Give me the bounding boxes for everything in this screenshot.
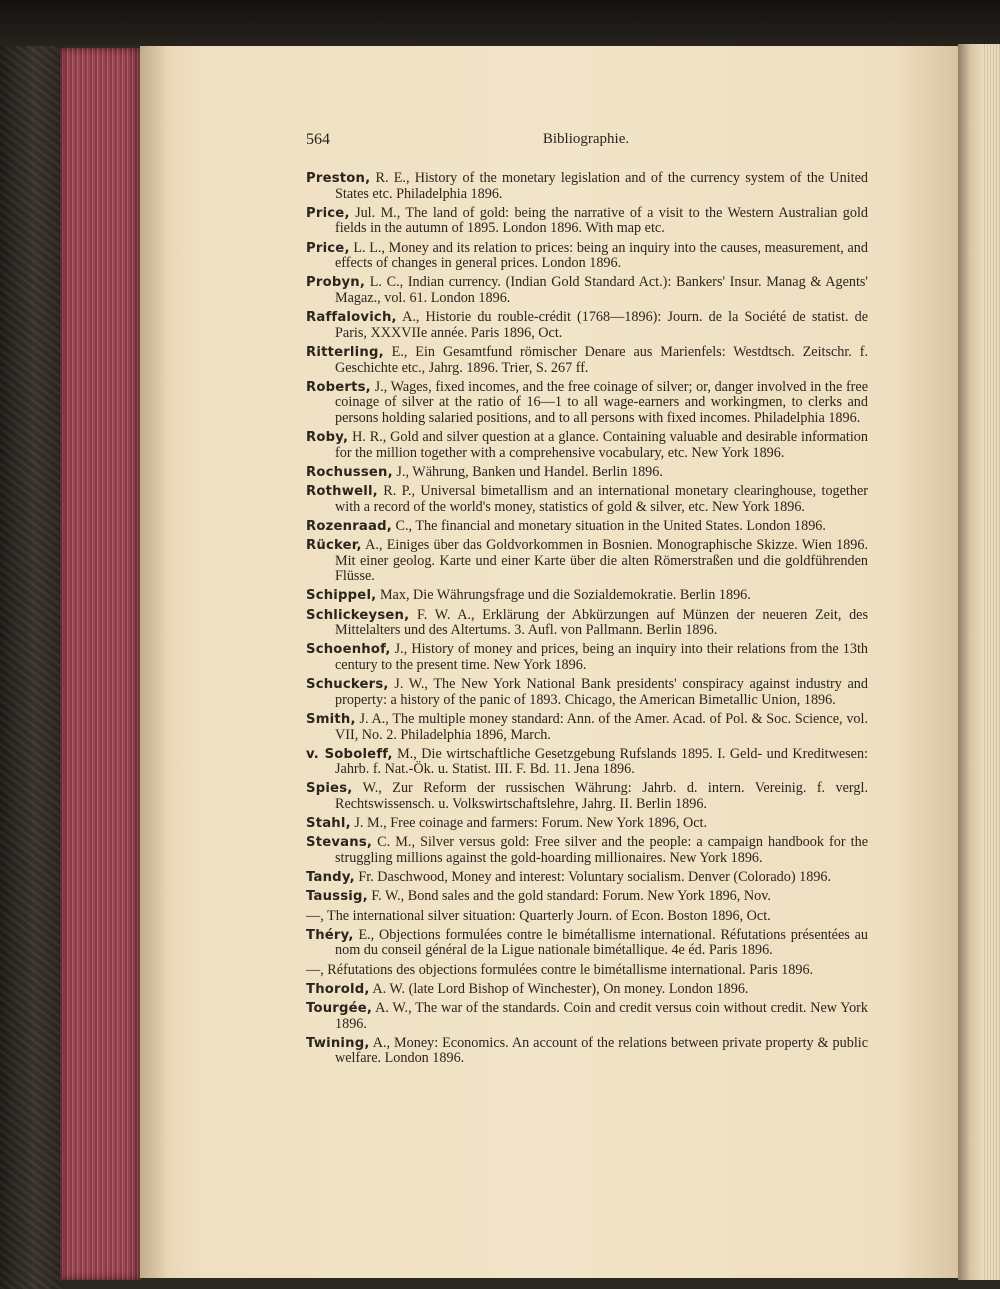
entry-author: v. Soboleff,	[306, 746, 393, 762]
entry-author: Roby,	[306, 430, 349, 446]
bibliography-list	[306, 171, 868, 1071]
entry-author: Rozenraad,	[306, 518, 392, 534]
bibliography-entry	[306, 345, 868, 376]
entry-text: J. W., The New York National Bank presidents' conspiracy against industry and property: a history of the panic of 1893. Chicago, the American Bimetallic Union, 1896.	[335, 676, 868, 708]
entry-author: Smith,	[306, 711, 356, 727]
bibliography-entry	[306, 519, 868, 535]
bibliography-entry	[306, 982, 868, 998]
bibliography-entry	[306, 870, 868, 886]
bibliography-entry	[306, 206, 868, 237]
bibliography-entry	[306, 310, 868, 341]
bibliography-entry	[306, 171, 868, 202]
page-edges	[60, 48, 142, 1280]
bibliography-entry	[306, 275, 868, 306]
entry-text: F. W. A., Erklärung der Abkürzungen auf Münzen der neueren Zeit, des Mittelalters und des Altertums. 3. Aufl. von Pallmann. Berlin 1896.	[335, 606, 868, 639]
bibliography-entry	[306, 1036, 868, 1067]
bibliography-entry	[306, 1001, 868, 1032]
bibliography-entry	[306, 677, 868, 708]
bibliography-entry	[306, 889, 868, 905]
entry-text: J. M., Free coinage and farmers: Forum. New York 1896, Oct.	[350, 815, 708, 832]
bibliography-entry	[306, 747, 868, 778]
running-head: Bibliographie.	[542, 131, 630, 147]
facing-page-stack	[984, 44, 1000, 1280]
entry-author: Spies,	[306, 781, 353, 797]
entry-text: R. P., Universal bimetallism and an international monetary clearinghouse, together with a record of the world's money, statistics of gold & silver, etc. New York 1896.	[335, 483, 868, 515]
bibliography-entry	[306, 538, 868, 585]
entry-author: Stevans,	[306, 835, 373, 851]
entry-text: M., Die wirtschaftliche Gesetzgebung Rufslands 1895. I. Geld- und Kreditwesen: Jahrb. f. Nat.-Ök. u. Statist. III. F. Bd. 11. Jena 1896.	[335, 745, 868, 778]
entry-text: E., Objections formulées contre le bimétallisme international. Réfutations présentées au nom du conseil général de la Ligue nationale bimétallique. 4e éd. Paris 1896.	[335, 926, 868, 959]
entry-text: J., Wages, fixed incomes, and the free coinage of silver; or, danger involved in the free coinage of silver at the ratio of 16—1 to all wage-earners and workingmen, to clerks and persons holding salaried positions, and to all persons with fixed incomes. Philadelphia 1896.	[335, 378, 868, 426]
bibliography-entry	[306, 909, 868, 925]
bibliography-entry	[306, 380, 868, 427]
bibliography-entry	[306, 484, 868, 515]
bibliography-entry	[306, 588, 868, 604]
entry-text: A. W., The war of the standards. Coin and credit versus coin without credit. New York 1896.	[335, 999, 868, 1032]
entry-author: Rothwell,	[306, 484, 378, 500]
entry-author: Rochussen,	[306, 464, 393, 480]
bibliography-entry	[306, 608, 868, 639]
bibliography-entry	[306, 963, 868, 979]
bibliography-entry	[306, 241, 868, 272]
entry-text: Fr. Daschwood, Money and interest: Voluntary socialism. Denver (Colorado) 1896.	[354, 869, 832, 886]
entry-author: Schuckers,	[306, 677, 389, 693]
entry-text: F. W., Bond sales and the gold standard: Forum. New York 1896, Nov.	[367, 888, 771, 905]
entry-text: R. E., History of the monetary legislation and of the currency system of the United States etc. Philadelphia 1896.	[335, 170, 868, 202]
entry-text: A., Historie du rouble-crédit (1768—1896): Journ. de la Société de statist. de Paris, XXXVIIe année. Paris 1896, Oct.	[335, 309, 868, 341]
entry-text: W., Zur Reform der russischen Währung: Jahrb. d. intern. Vereinig. f. vergl. Rechtswissensch. u. Volkswirtschaftslehre, Jahrg. II. Berlin 1896.	[335, 780, 868, 813]
entry-text: H. R., Gold and silver question at a glance. Containing valuable and desirable information for the million together with a comprehensive vocabulary, etc. New York 1896.	[335, 429, 868, 461]
entry-text: —, The international silver situation: Quarterly Journ. of Econ. Boston 1896, Oct.	[306, 907, 771, 924]
entry-text: L. C., Indian currency. (Indian Gold Standard Act.): Bankers' Insur. Manag & Agents' Magaz., vol. 61. London 1896.	[335, 274, 868, 306]
entry-text: J., History of money and prices, being an inquiry into their relations from the 13th century to the present time. New York 1896.	[335, 641, 868, 673]
entry-text: C., The financial and monetary situation in the United States. London 1896.	[391, 517, 826, 534]
entry-author: Théry,	[306, 927, 354, 943]
entry-text: A. W. (late Lord Bishop of Winchester), On money. London 1896.	[369, 980, 749, 997]
book-cover-left	[0, 0, 62, 1289]
bibliography-entry	[306, 835, 868, 866]
bibliography-entry	[306, 928, 868, 959]
entry-author: Rücker,	[306, 538, 362, 553]
entry-author: Probyn,	[306, 275, 366, 291]
bibliography-entry	[306, 712, 868, 743]
entry-author: Ritterling,	[306, 344, 384, 360]
bibliography-entry	[306, 430, 868, 461]
page-header	[306, 131, 866, 153]
bibliography-entry	[306, 465, 868, 481]
entry-text: A., Money: Economics. An account of the relations between private property & public welfare. London 1896.	[335, 1034, 868, 1067]
entry-author: Thorold,	[306, 981, 370, 997]
entry-text: C. M., Silver versus gold: Free silver and the people: a campaign handbook for the struggling millions against the gold-hoarding millionaires. New York 1896.	[335, 834, 868, 867]
entry-author: Tandy,	[306, 870, 355, 886]
entry-text: J. A., The multiple money standard: Ann. of the Amer. Acad. of Pol. & Soc. Science, vol. VII, No. 2. Philadelphia 1896, March.	[335, 710, 868, 743]
entry-text: L. L., Money and its relation to prices: being an inquiry into the causes, measurement, and effects of changes in general prices. London 1896.	[335, 239, 868, 272]
entry-text: E., Ein Gesamtfund römischer Denare aus Marienfels: Westdtsch. Zeitschr. f. Geschichte etc., Jahrg. 1896. Trier, S. 267 ff.	[335, 343, 868, 376]
entry-text: Max, Die Währungsfrage und die Sozialdemokratie. Berlin 1896.	[376, 587, 751, 604]
entry-author: Schlickeysen,	[306, 607, 410, 623]
page-number: 564	[306, 131, 330, 148]
entry-author: Roberts,	[306, 379, 371, 395]
entry-text: A., Einiges über das Goldvorkommen in Bosnien. Monographische Skizze. Wien 1896. Mit einer geolog. Karte und einer Karte über die alten Römerstraßen und die goldführenden Flüsse.	[335, 537, 868, 585]
entry-author: Raffalovich,	[306, 310, 397, 326]
entry-text: —, Réfutations des objections formulées contre le bimétallisme international. Paris 1896.	[306, 961, 814, 978]
entry-author: Twining,	[306, 1035, 370, 1051]
bibliography-entry	[306, 816, 868, 832]
entry-author: Preston,	[306, 171, 371, 186]
entry-author: Price,	[306, 240, 350, 256]
bibliography-entry	[306, 781, 868, 812]
entry-author: Schoenhof,	[306, 642, 391, 658]
entry-text: Jul. M., The land of gold: being the narrative of a visit to the Western Australian gold fields in the autumn of 1895. London 1896. With map etc.	[335, 204, 868, 237]
entry-author: Price,	[306, 205, 350, 221]
entry-author: Taussig,	[306, 889, 368, 905]
entry-text: J., Währung, Banken und Handel. Berlin 1896.	[392, 463, 663, 480]
gutter-shadow	[140, 46, 170, 1278]
book-cover-top	[0, 0, 1000, 46]
entry-author: Stahl,	[306, 816, 351, 832]
bibliography-entry	[306, 642, 868, 673]
entry-author: Tourgée,	[306, 1000, 373, 1016]
entry-author: Schippel,	[306, 588, 377, 604]
